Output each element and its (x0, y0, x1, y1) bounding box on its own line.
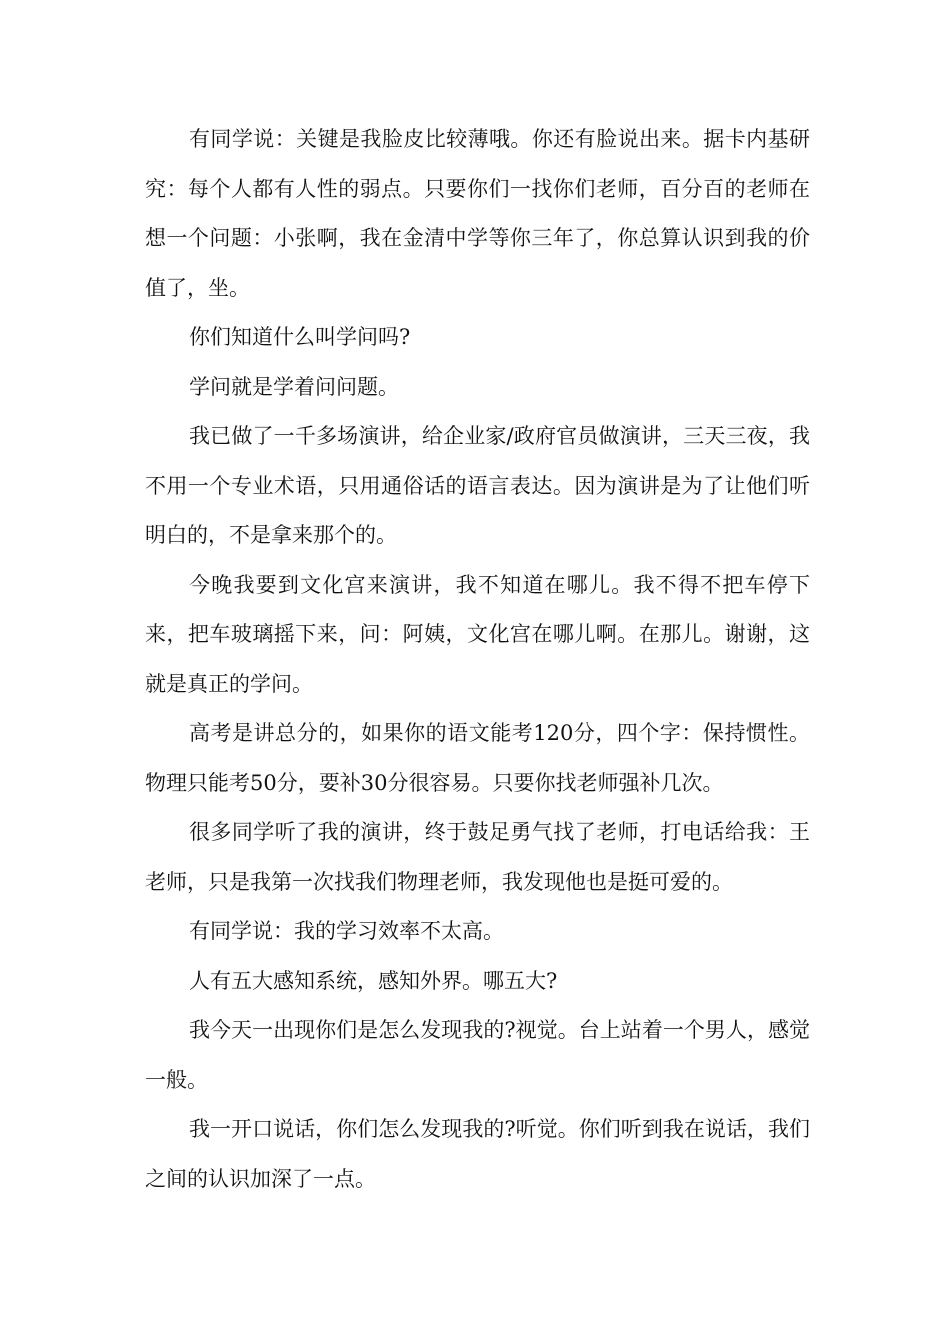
paragraph: 今晚我要到文化宫来演讲，我不知道在哪儿。我不得不把车停下来，把车玻璃摇下来，问：阿姨，文化宫在哪儿啊。在那儿。谢谢，这就是真正的学问。 (145, 572, 810, 696)
paragraph: 很多同学听了我的演讲，终于鼓足勇气找了老师，打电话给我：王老师，只是我第一次找我们物理老师，我发现他也是挺可爱的。 (145, 820, 810, 894)
paragraph: 我今天一出现你们是怎么发现我的?视觉。台上站着一个男人，感觉一般。 (145, 1018, 810, 1092)
paragraph: 人有五大感知系统，感知外界。哪五大? (189, 968, 558, 993)
paragraph: 学问就是学着问问题。 (189, 374, 399, 399)
paragraph: 高考是讲总分的，如果你的语文能考120分，四个字：保持惯性。物理只能考50分，要补30分很容易。只要你找老师强补几次。 (145, 721, 810, 795)
document-body (145, 115, 810, 1204)
paragraph: 我一开口说话，你们怎么发现我的?听觉。你们听到我在说话，我们之间的认识加深了一点。 (145, 1117, 810, 1191)
paragraph: 有同学说：关键是我脸皮比较薄哦。你还有脸说出来。据卡内基研究：每个人都有人性的弱点。只要你们一找你们老师，百分百的老师在想一个问题：小张啊，我在金清中学等你三年了，你总算认识到我的价值了，坐。 (145, 127, 810, 300)
paragraph: 我已做了一千多场演讲，给企业家/政府官员做演讲，三天三夜，我不用一个专业术语，只用通俗话的语言表达。因为演讲是为了让他们听明白的，不是拿来那个的。 (145, 424, 810, 547)
paragraph: 有同学说：我的学习效率不太高。 (189, 919, 504, 943)
paragraph: 你们知道什么叫学问吗? (189, 325, 411, 349)
